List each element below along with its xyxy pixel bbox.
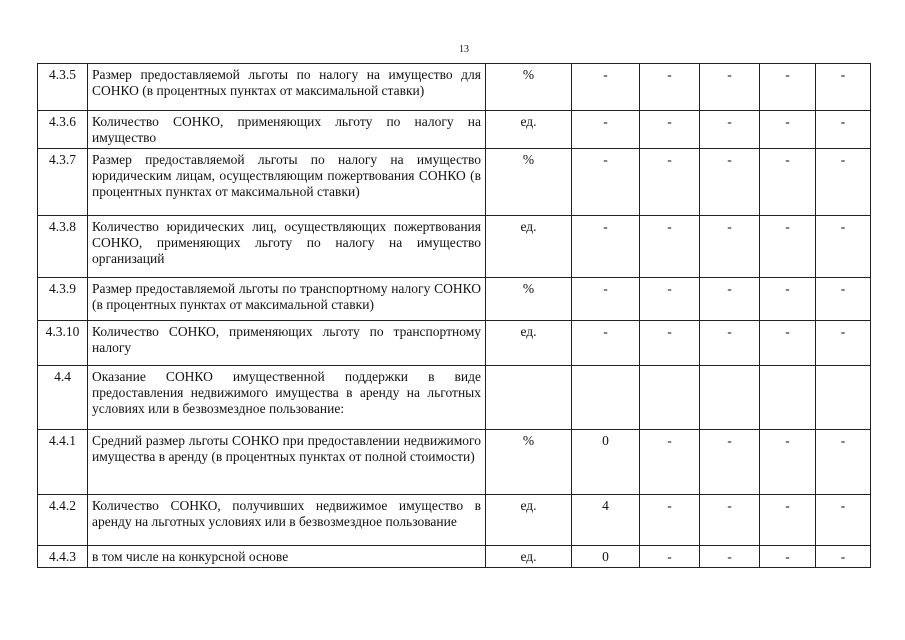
table-row — [38, 321, 871, 366]
table-row — [38, 111, 871, 149]
indicator-description-cell: Размер предоставляемой льготы по транспортному налогу СОНКО (в процентных пунктах от максимальной ставки) — [88, 278, 486, 321]
value-cell: - — [640, 149, 700, 216]
value-cell: - — [816, 111, 871, 149]
value-cell: 0 — [572, 430, 640, 495]
value-cell: - — [572, 64, 640, 111]
unit-cell: ед. — [486, 111, 572, 149]
value-cell — [572, 366, 640, 430]
unit-cell: ед. — [486, 216, 572, 278]
row-number-cell: 4.3.5 — [38, 64, 88, 111]
row-number-cell: 4.3.9 — [38, 278, 88, 321]
indicator-description-cell: в том числе на конкурсной основе — [88, 546, 486, 568]
indicator-description-cell: Количество СОНКО, получивших недвижимое имущество в аренду на льготных условиях или в безвозмездное пользование — [88, 495, 486, 546]
unit-cell: % — [486, 149, 572, 216]
table-row — [38, 216, 871, 278]
value-cell: 0 — [572, 546, 640, 568]
value-cell — [760, 366, 816, 430]
value-cell: - — [640, 430, 700, 495]
row-number-cell: 4.4.1 — [38, 430, 88, 495]
unit-cell — [486, 366, 572, 430]
indicator-description-cell: Оказание СОНКО имущественной поддержки в виде предоставления недвижимого имущества в аренду на льготных условиях или в безвозмездное пользование: — [88, 366, 486, 430]
value-cell: - — [700, 278, 760, 321]
table-row — [38, 366, 871, 430]
page-number: 13 — [459, 44, 469, 55]
value-cell: - — [816, 546, 871, 568]
value-cell: - — [640, 495, 700, 546]
value-cell: - — [816, 278, 871, 321]
indicator-description-cell: Размер предоставляемой льготы по налогу на имущество юридическим лицам, осуществляющим пожертвования СОНКО (в процентных пунктах от максимальной ставки) — [88, 149, 486, 216]
value-cell: - — [572, 111, 640, 149]
table-row — [38, 495, 871, 546]
value-cell: - — [816, 216, 871, 278]
value-cell: - — [760, 430, 816, 495]
value-cell: - — [760, 278, 816, 321]
value-cell: - — [816, 430, 871, 495]
unit-cell: ед. — [486, 321, 572, 366]
indicator-description-cell: Количество юридических лиц, осуществляющих пожертвования СОНКО, применяющих льготу по налогу на имущество организаций — [88, 216, 486, 278]
row-number-cell: 4.3.7 — [38, 149, 88, 216]
value-cell: - — [700, 495, 760, 546]
value-cell — [700, 366, 760, 430]
value-cell: - — [640, 216, 700, 278]
unit-cell: % — [486, 278, 572, 321]
row-number-cell: 4.3.8 — [38, 216, 88, 278]
value-cell — [640, 366, 700, 430]
value-cell: - — [760, 321, 816, 366]
value-cell: - — [816, 64, 871, 111]
row-number-cell: 4.3.10 — [38, 321, 88, 366]
value-cell: - — [700, 64, 760, 111]
row-number-cell: 4.4.3 — [38, 546, 88, 568]
value-cell: - — [816, 495, 871, 546]
value-cell: - — [640, 111, 700, 149]
value-cell: - — [700, 546, 760, 568]
table-row — [38, 149, 871, 216]
unit-cell: ед. — [486, 546, 572, 568]
value-cell: - — [700, 149, 760, 216]
table-row — [38, 430, 871, 495]
value-cell: - — [572, 216, 640, 278]
row-number-cell: 4.4 — [38, 366, 88, 430]
table-body — [38, 64, 871, 568]
value-cell: - — [816, 149, 871, 216]
value-cell: - — [760, 546, 816, 568]
row-number-cell: 4.4.2 — [38, 495, 88, 546]
value-cell: - — [760, 216, 816, 278]
value-cell: - — [700, 216, 760, 278]
value-cell: - — [760, 64, 816, 111]
value-cell: - — [760, 149, 816, 216]
value-cell: - — [760, 495, 816, 546]
unit-cell: % — [486, 64, 572, 111]
value-cell — [816, 366, 871, 430]
value-cell: 4 — [572, 495, 640, 546]
value-cell: - — [640, 64, 700, 111]
value-cell: - — [640, 321, 700, 366]
value-cell: - — [640, 546, 700, 568]
value-cell: - — [700, 111, 760, 149]
table-row — [38, 64, 871, 111]
row-number-cell: 4.3.6 — [38, 111, 88, 149]
table-row — [38, 546, 871, 568]
value-cell: - — [700, 321, 760, 366]
value-cell: - — [572, 321, 640, 366]
indicators-table — [37, 63, 871, 568]
value-cell: - — [816, 321, 871, 366]
indicator-description-cell: Количество СОНКО, применяющих льготу по транспортному налогу — [88, 321, 486, 366]
indicator-description-cell: Средний размер льготы СОНКО при предоставлении недвижимого имущества в аренду (в процентных пунктах от полной стоимости) — [88, 430, 486, 495]
value-cell: - — [640, 278, 700, 321]
value-cell: - — [760, 111, 816, 149]
unit-cell: ед. — [486, 495, 572, 546]
value-cell: - — [700, 430, 760, 495]
unit-cell: % — [486, 430, 572, 495]
value-cell: - — [572, 278, 640, 321]
table-row — [38, 278, 871, 321]
indicator-description-cell: Размер предоставляемой льготы по налогу на имущество для СОНКО (в процентных пунктах от максимальной ставки) — [88, 64, 486, 111]
value-cell: - — [572, 149, 640, 216]
indicator-description-cell: Количество СОНКО, применяющих льготу по налогу на имущество — [88, 111, 486, 149]
